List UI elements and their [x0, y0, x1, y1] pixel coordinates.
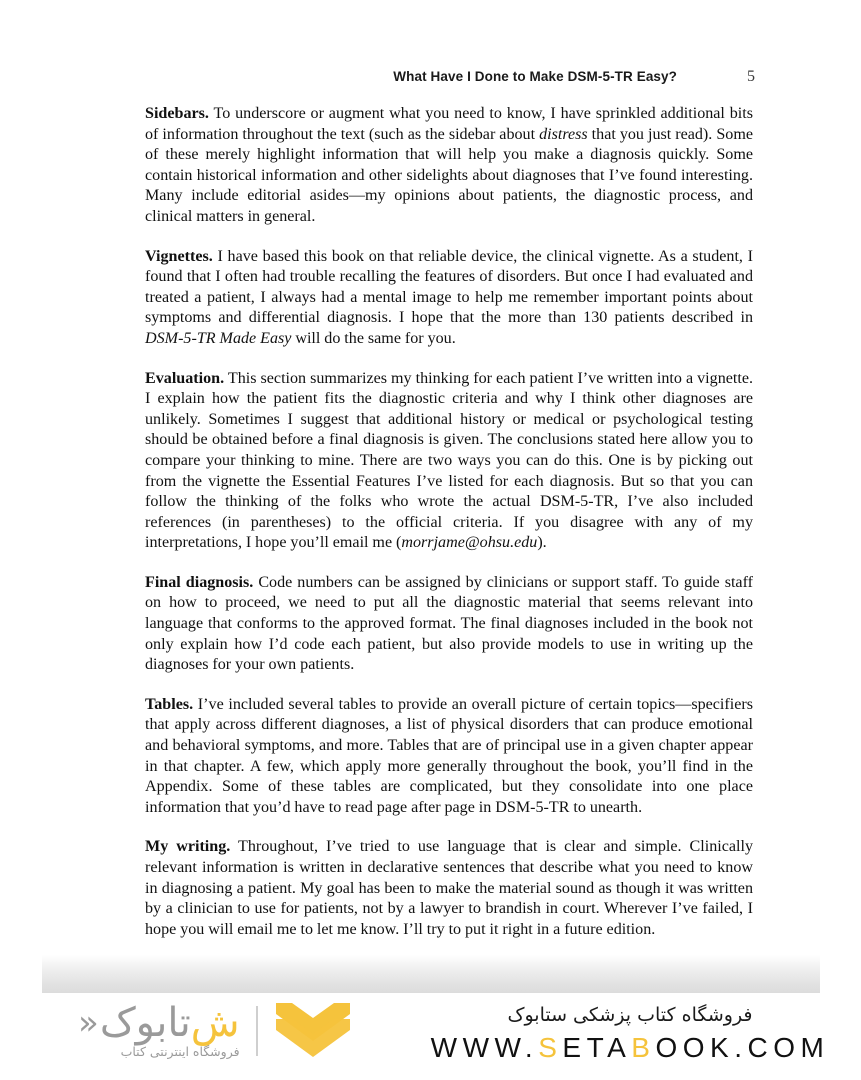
paragraph-run-in-heading: Sidebars.	[145, 105, 209, 122]
emphasized-text: distress	[539, 125, 588, 143]
url-segment: ETA	[562, 1032, 632, 1063]
running-head	[145, 68, 755, 86]
brand-wordmark-gray-letters: تابوک	[99, 1000, 191, 1046]
paragraph-text: Throughout, I’ve tried to use language that is clear and simple. Clinically relevant information is written in declarative sentences that describe what you need to know in diagnosing a patient. My goal has been to make the material sound as though it was written by a clinician to use for patients, not by a lawyer to brandish in court. Wherever I’ve failed, I hope you will email me to let me know. I’ll try to put it right in a future edition.	[145, 838, 753, 938]
paragraph-run-in-heading: Final diagnosis.	[145, 573, 254, 591]
logo-divider	[256, 1006, 258, 1056]
brand-wordmark-accent-letter: ش	[190, 1000, 240, 1046]
body-paragraph	[145, 104, 753, 228]
brand-wordmark	[78, 1000, 240, 1046]
body-paragraph	[145, 247, 753, 350]
paragraph-text: that you just read). Some of these merely highlight information that will help you make a diagnosis quickly. Some contain historical information and other sidelights about diagnoses that I’ve found interesting. Many include editorial asides—my opinions about patients, the diagnostic process, and clinical matters in general.	[145, 125, 753, 225]
double-chevron-left-icon: «	[78, 1003, 98, 1043]
paragraph-text: This section summarizes my thinking for each patient I’ve written into a vignette. I explain how the patient fits the diagnostic criteria and why I think other diagnoses are unlikely. Sometimes I suggest that additional history or medical or psychological testing should be obtained before a final diagnosis is given. The conclusions stated here allow you to compare your thinking to mine. There are two ways you can do this. One is by picking out from the vignette the Essential Features I’ve listed for each diagnosis. But so that you can follow the thinking of the folks who wrote the actual DSM-5-TR, I’ve also included references (in parentheses) to the official criteria. If you disagree with any of my interpretations, I hope you’ll email me (	[145, 369, 753, 552]
brand-wordmark-group	[78, 1000, 240, 1059]
body-paragraph	[145, 369, 753, 554]
page-bottom-shadow	[42, 955, 820, 993]
paragraph-run-in-heading: Evaluation.	[145, 369, 225, 387]
body-paragraph	[145, 837, 753, 940]
paragraph-run-in-heading: Tables.	[145, 695, 194, 713]
shop-website-url[interactable]	[430, 1031, 830, 1065]
body-paragraph	[145, 695, 753, 819]
paragraph-text: I’ve included several tables to provide an overall picture of certain topics—specifiers that apply across different diagnoses, a list of physical disorders that can produce emotional and behavioral symptoms, and more. Tables that are of principal use in a given chapter appear in that chapter. A few, which apply more generally throughout the book, you’ll find in the Appendix. Some of these tables are complicated, but they consolidate into one place information that you’d have to read page after page in DSM-5-TR to unearth.	[145, 695, 753, 816]
paragraph-run-in-heading: My writing.	[145, 838, 231, 856]
body-paragraph	[145, 573, 753, 676]
footer-brand-text	[430, 1002, 830, 1065]
url-accent-letter: B	[631, 1032, 656, 1063]
setabook-logo[interactable]	[78, 1000, 352, 1062]
paragraph-text: Code numbers can be assigned by clinicians or support staff. To guide staff on how to proceed, we need to put all the diagnostic material that seems relevant into language that conforms to the approved format. The final diagnoses included in the book not only explain how I’d code each patient, but also provide models to use in writing up the diagnoses for your own patients.	[145, 573, 753, 674]
paragraph-run-in-heading: Vignettes.	[145, 247, 213, 265]
paragraph-text: ).	[537, 534, 547, 552]
paragraph-text: I have based this book on that reliable device, the clinical vignette. As a student, I found that I often had trouble recalling the features of disorders. But once I had evaluated and treated a patient, I always had a mental image to help me remember important points about symptoms and differential diagnosis. I hope that the more than 130 patients described in	[145, 247, 753, 327]
running-head-title: What Have I Done to Make DSM-5-TR Easy?	[393, 69, 677, 84]
emphasized-text: DSM-5-TR Made Easy	[145, 329, 292, 347]
paragraph-text: will do the same for you.	[291, 329, 456, 347]
page-number: 5	[747, 68, 755, 85]
triple-chevron-down-icon	[274, 1001, 352, 1062]
url-segment: OOK.COM	[655, 1032, 830, 1063]
brand-tagline: فروشگاه اینترنتی کتاب	[120, 1044, 240, 1059]
url-accent-letter: S	[538, 1032, 563, 1063]
emphasized-text: morrjame@ohsu.edu	[401, 534, 538, 552]
url-segment: WWW.	[430, 1032, 539, 1063]
body-text-column	[145, 104, 753, 940]
shop-name-persian: فروشگاه کتاب پزشکی ستابوک	[507, 1004, 753, 1026]
paragraph-text: To underscore or augment what you need to know, I have sprinkled additional bits of information throughout the text (such as the sidebar about	[145, 105, 753, 143]
